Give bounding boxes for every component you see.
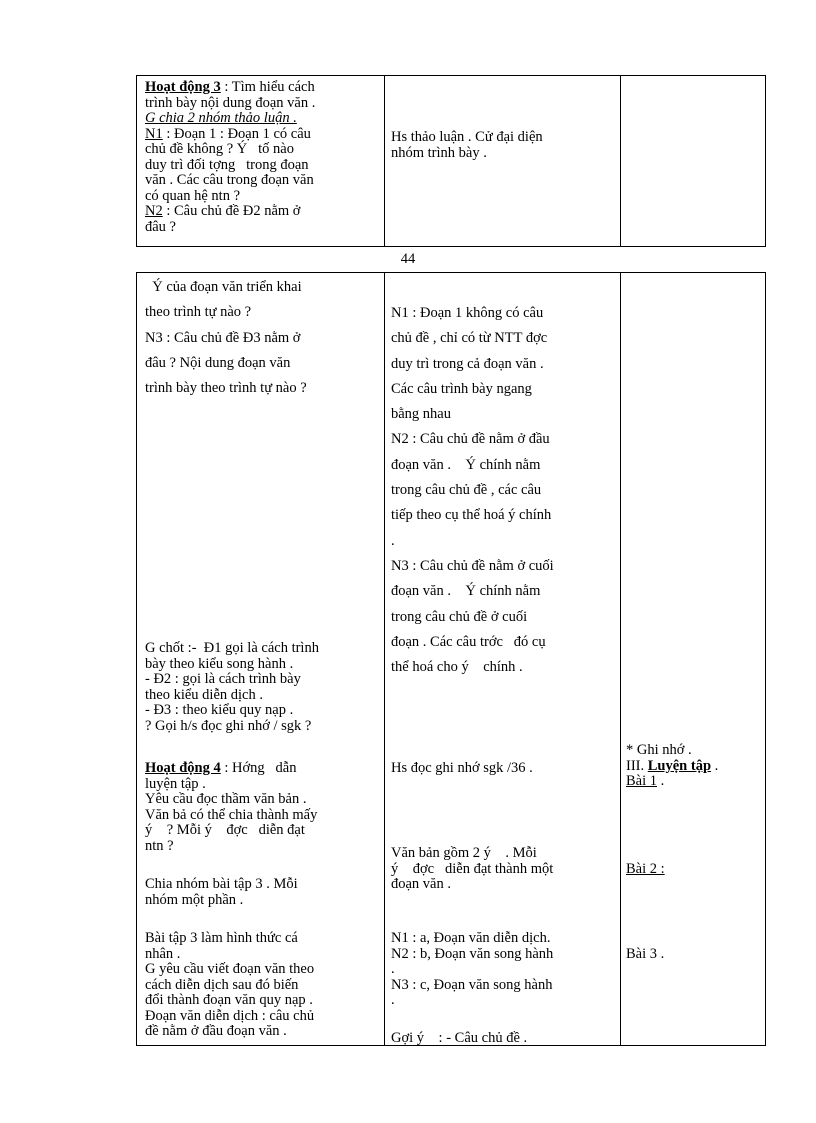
- n2-label: N2: [145, 203, 163, 219]
- n1-label: N1: [145, 125, 163, 142]
- n1-question: : Đoạn 1 : Đoạn 1 có câu chủ đề không ? Ý tố nào duy trì đối tợng trong đoạn văn . Các câu trong đoạn văn có quan hệ ntn ?: [145, 125, 314, 204]
- exercise-2-label: Bài 2 :: [626, 861, 665, 877]
- exercise-3-label: Bài 3 .: [626, 946, 665, 962]
- section-roman-numeral: III.: [626, 757, 648, 774]
- read-summary-text: Hs đọc ghi nhớ sgk /36 .: [391, 760, 533, 776]
- hint-text: Gợi ý : - Câu chủ đề .: [391, 1030, 528, 1046]
- column-divider: [384, 273, 385, 1045]
- text-structure-answer: Văn bản gồm 2 ý . Mỗi ý đợc diễn đạt thành một đoạn văn .: [391, 845, 554, 892]
- activity-3-block: [145, 80, 315, 235]
- group-assignment-text: Chia nhóm bài tập 3 . Mỗi nhóm một phần .: [145, 876, 298, 908]
- group-answers-text: N1 : Đoạn 1 không có câu chủ đề , chỉ có từ NTT đợc duy trì trong cả đoạn văn . Các câu trình bày ngang bằng nhau N2 : Câu chủ đề nằm ở đầu đoạn văn . Ý chính nằm trong câu chủ đề , các câu tiếp theo cụ thể hoá ý chính . N3 : Câu chủ đề nằm ở cuối đoạn văn . Ý chính nằm trong câu chủ đề ở cuối đoạn . Các câu trớc đó cụ thể hoá cho ý chính .: [391, 305, 554, 676]
- memory-note: * Ghi nhớ .: [626, 742, 692, 758]
- lesson-table-top: [136, 75, 766, 247]
- practice-heading: Luyện tập: [647, 757, 712, 774]
- exercise-1-dot: .: [657, 773, 665, 789]
- column-divider: [384, 76, 385, 246]
- n2-question: : Câu chủ đề Đ2 nằm ở đâu ?: [145, 203, 301, 235]
- page-number: 44: [400, 251, 416, 267]
- exercise-3-answers: N1 : a, Đoạn văn diễn dịch. N2 : b, Đoạn văn song hành . N3 : c, Đoạn văn song hành .: [391, 930, 554, 1008]
- teacher-conclusion-text: G chốt :- Đ1 gọi là cách trình bày theo kiểu song hành . - Đ2 : gọi là cách trình bày theo kiểu diễn dịch . - Đ3 : theo kiểu quy nạp . ? Gọi h/s đọc ghi nhớ / sgk ?: [145, 640, 319, 734]
- activity-4-heading: Hoạt động 4: [145, 760, 221, 776]
- activity-3-heading: Hoạt động 3: [145, 79, 221, 95]
- group-instruction: G chia 2 nhóm thảo luận .: [145, 110, 297, 126]
- practice-heading-dot: .: [711, 757, 719, 774]
- column-divider: [620, 76, 621, 246]
- activity-3-text: : Tìm hiểu cách trình bày nội dung đoạn văn .: [145, 79, 316, 111]
- exercise-3-text: Bài tập 3 làm hình thức cá nhân . G yêu cầu viết đoạn văn theo cách diễn dịch sau đó biến đổi thành đoạn văn quy nạp . Đoạn văn diễn dịch : câu chủ đề nằm ở đầu đoạn văn .: [145, 930, 315, 1039]
- question-n3-text: Ý của đoạn văn triển khai theo trình tự nào ? N3 : Câu chủ đề Đ3 nằm ở đâu ? Nội dung đoạn văn trình bày theo trình tự nào ?: [145, 279, 307, 397]
- lesson-table-continued: [136, 272, 766, 1046]
- column-divider: [620, 273, 621, 1045]
- student-discussion-text: Hs thảo luận . Cử đại diện nhóm trình bày .: [391, 129, 543, 161]
- activity-4-block: [145, 761, 317, 854]
- activity-4-text: : Hớng dẫn luyện tập . Yêu cầu đọc thầm văn bản . Văn bả có thể chia thành mấy ý ? Mỗi ý đợc diễn đạt ntn ?: [145, 760, 318, 854]
- exercise-1-label: Bài 1: [626, 773, 658, 789]
- notes-block: [626, 743, 718, 790]
